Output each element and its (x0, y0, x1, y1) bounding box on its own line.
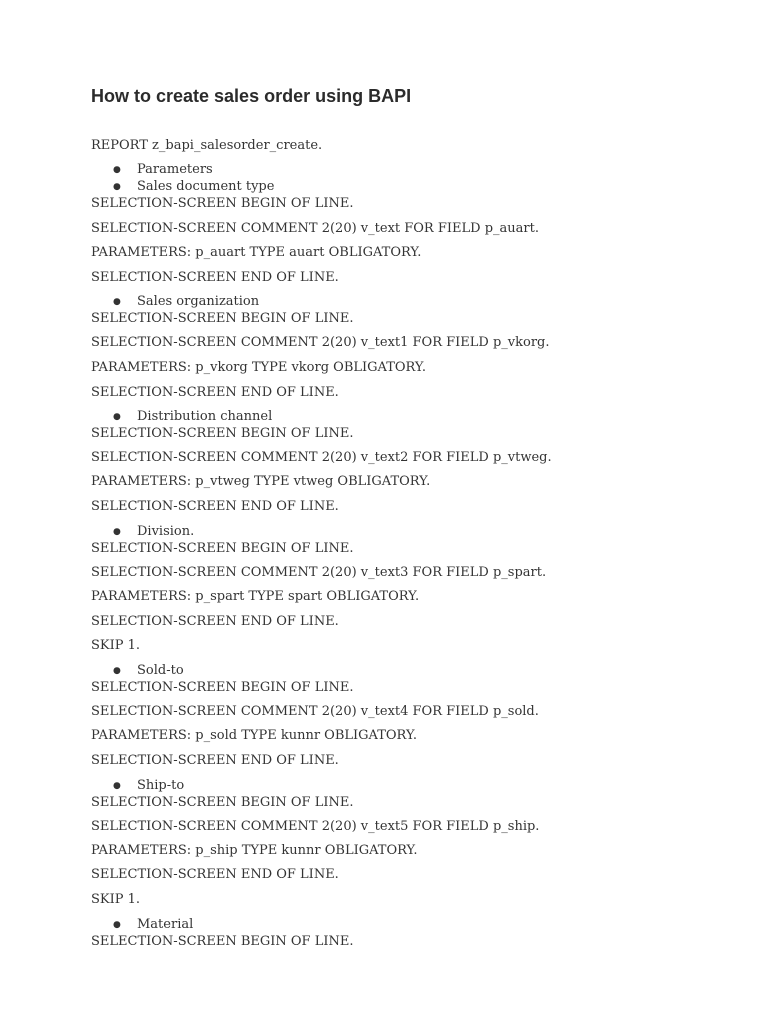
code-line: PARAMETERS: p_spart TYPE spart OBLIGATORY. (91, 589, 420, 604)
list-item-text: Ship-to (137, 778, 185, 793)
list-item-text: Sold-to (137, 663, 184, 678)
code-line: SELECTION-SCREEN END OF LINE. (91, 867, 339, 882)
code-line: SELECTION-SCREEN COMMENT 2(20) v_text5 FOR FIELD p_ship. (91, 819, 540, 834)
code-line: SELECTION-SCREEN END OF LINE. (91, 270, 339, 285)
code-line: REPORT z_bapi_salesorder_create. (91, 138, 323, 153)
code-line: SELECTION-SCREEN COMMENT 2(20) v_text1 FOR FIELD p_vkorg. (91, 335, 550, 350)
list-item-text: Material (137, 917, 194, 932)
code-line: PARAMETERS: p_vtweg TYPE vtweg OBLIGATORY. (91, 474, 431, 489)
code-line: SELECTION-SCREEN END OF LINE. (91, 385, 339, 400)
code-line: SKIP 1. (91, 892, 141, 907)
code-line: PARAMETERS: p_auart TYPE auart OBLIGATORY. (91, 245, 422, 260)
bullet-icon: ● (113, 412, 121, 422)
list-item-text: Sales organization (137, 294, 260, 309)
code-line: SKIP 1. (91, 638, 141, 653)
page-title: How to create sales order using BAPI (91, 86, 412, 106)
list-item (113, 777, 184, 795)
code-line: SELECTION-SCREEN BEGIN OF LINE. (91, 311, 354, 326)
code-line: SELECTION-SCREEN END OF LINE. (91, 753, 339, 768)
code-line: SELECTION-SCREEN BEGIN OF LINE. (91, 196, 354, 211)
bullet-icon: ● (113, 527, 121, 537)
bullet-icon: ● (113, 165, 121, 175)
code-line: SELECTION-SCREEN BEGIN OF LINE. (91, 934, 354, 949)
code-line: PARAMETERS: p_ship TYPE kunnr OBLIGATORY. (91, 843, 418, 858)
bullet-icon: ● (113, 182, 121, 192)
code-line: SELECTION-SCREEN BEGIN OF LINE. (91, 426, 354, 441)
code-line: SELECTION-SCREEN BEGIN OF LINE. (91, 795, 354, 810)
list-item (113, 662, 184, 680)
list-item (113, 161, 213, 179)
code-line: SELECTION-SCREEN COMMENT 2(20) v_text2 FOR FIELD p_vtweg. (91, 450, 552, 465)
list-item-text: Parameters (137, 162, 213, 177)
bullet-icon: ● (113, 297, 121, 307)
list-item (113, 916, 193, 934)
code-line: SELECTION-SCREEN END OF LINE. (91, 499, 339, 514)
code-line: SELECTION-SCREEN BEGIN OF LINE. (91, 680, 354, 695)
code-line: SELECTION-SCREEN COMMENT 2(20) v_text4 FOR FIELD p_sold. (91, 704, 539, 719)
code-line: PARAMETERS: p_vkorg TYPE vkorg OBLIGATORY. (91, 360, 426, 375)
list-item (113, 408, 272, 426)
bullet-icon: ● (113, 666, 121, 676)
list-item-text: Distribution channel (137, 409, 273, 424)
bullet-icon: ● (113, 920, 121, 930)
list-item (113, 178, 274, 196)
code-line: SELECTION-SCREEN COMMENT 2(20) v_text3 FOR FIELD p_spart. (91, 565, 547, 580)
list-item-text: Sales document type (137, 179, 275, 194)
code-line: SELECTION-SCREEN COMMENT 2(20) v_text FOR FIELD p_auart. (91, 221, 539, 236)
code-line: SELECTION-SCREEN BEGIN OF LINE. (91, 541, 354, 556)
list-item (113, 523, 194, 541)
bullet-icon: ● (113, 781, 121, 791)
list-item-text: Division. (137, 524, 195, 539)
code-line: SELECTION-SCREEN END OF LINE. (91, 614, 339, 629)
code-line: PARAMETERS: p_sold TYPE kunnr OBLIGATORY. (91, 728, 417, 743)
list-item (113, 293, 259, 311)
